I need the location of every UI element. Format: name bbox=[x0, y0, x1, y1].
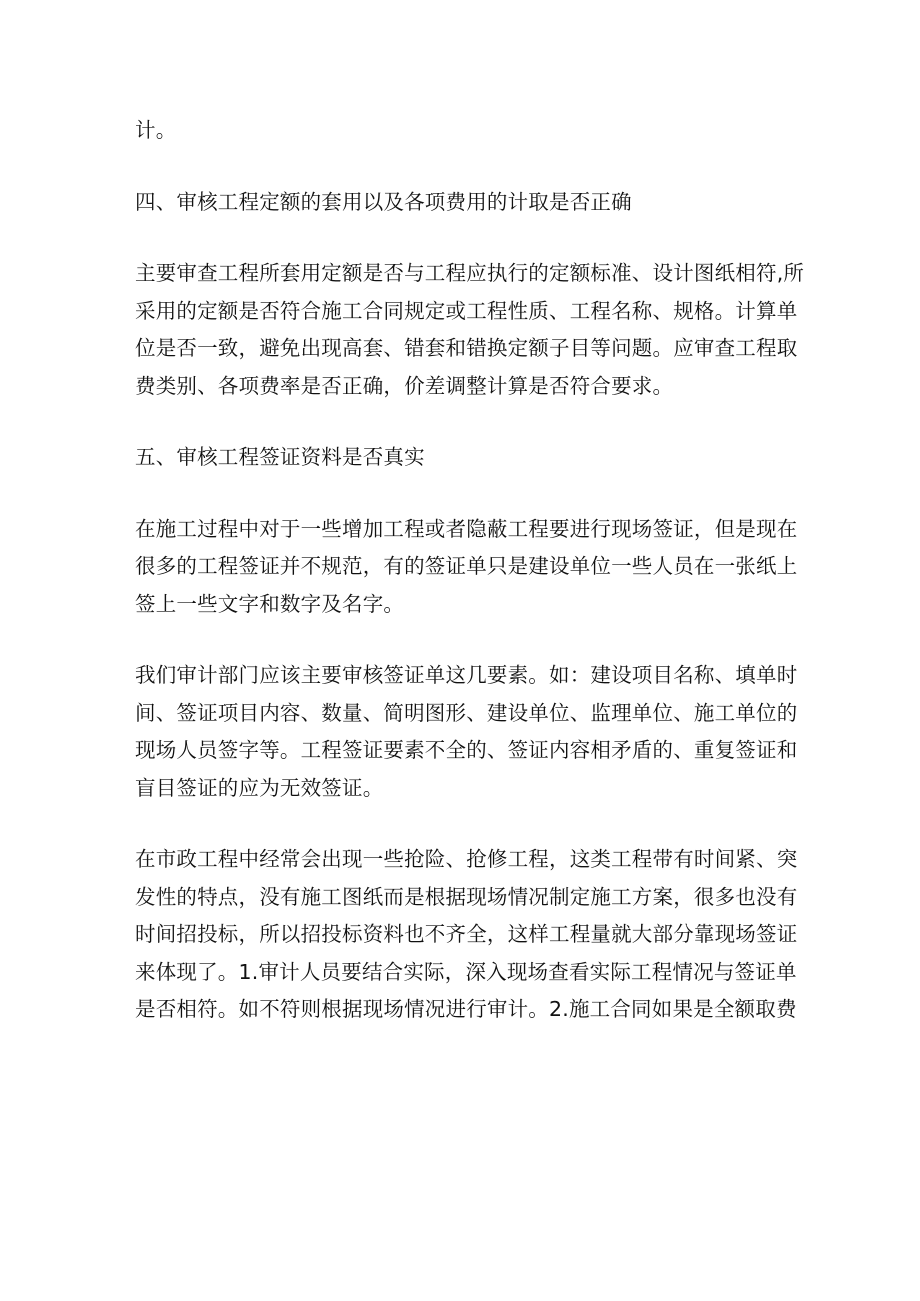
text-line: 我们审计部门应该主要审核签证单这几要素。如：建设项目名称、填单时 bbox=[135, 663, 798, 687]
text-line: 在施工过程中对于一些增加工程或者隐蔽工程要进行现场签证，但是现在 bbox=[135, 516, 798, 541]
text-line: 盲目签证的应为无效签证。 bbox=[135, 775, 384, 800]
paragraph bbox=[135, 841, 798, 1029]
text-line: 计。 bbox=[135, 118, 177, 142]
text-line: 五、审核工程签证资料是否真实 bbox=[135, 445, 425, 469]
document-body bbox=[135, 112, 805, 1063]
paragraph bbox=[135, 511, 798, 624]
text-line: 发性的特点，没有施工图纸而是根据现场情况制定施工方案，很多也没有 bbox=[135, 884, 798, 909]
text-line: 间、签证项目内容、数量、简明图形、建设单位、监理单位、施工单位的 bbox=[135, 700, 798, 725]
section-heading bbox=[135, 439, 785, 477]
text-line: 主要审查工程所套用定额是否与工程应执行的定额标准、设计图纸相符,所 bbox=[135, 261, 805, 285]
text-line: 采用的定额是否符合施工合同规定或工程性质、工程名称、规格。计算单 bbox=[135, 298, 798, 323]
text-line: 在市政工程中经常会出现一些抢险、抢修工程，这类工程带有时间紧、突 bbox=[135, 847, 798, 871]
text-line: 四、审核工程定额的套用以及各项费用的计取是否正确 bbox=[135, 189, 632, 214]
text-line: 时间招投标，所以招投标资料也不齐全，这样工程量就大部分靠现场签证 bbox=[135, 922, 798, 946]
paragraph bbox=[135, 255, 805, 405]
text-line: 位是否一致，避免出现高套、错套和错换定额子目等问题。应审查工程取 bbox=[135, 336, 798, 360]
text-line: 费类别、各项费率是否正确，价差调整计算是否符合要求。 bbox=[135, 373, 674, 398]
text-line: 很多的工程签证并不规范，有的签证单只是建设单位一些人员在一张纸上 bbox=[135, 554, 798, 578]
text-line: 来体现了。1.审计人员要结合实际，深入现场查看实际工程情况与签证单 bbox=[135, 959, 797, 984]
text-line: 现场人员签字等。工程签证要素不全的、签证内容相矛盾的、重复签证和 bbox=[135, 738, 798, 762]
text-line: 签上一些文字和数字及名字。 bbox=[135, 591, 405, 616]
text-line: 是否相符。如不符则根据现场情况进行审计。2.施工合同如果是全额取费 bbox=[135, 997, 797, 1021]
paragraph bbox=[135, 112, 785, 150]
section-heading bbox=[135, 184, 785, 222]
paragraph bbox=[135, 657, 798, 807]
